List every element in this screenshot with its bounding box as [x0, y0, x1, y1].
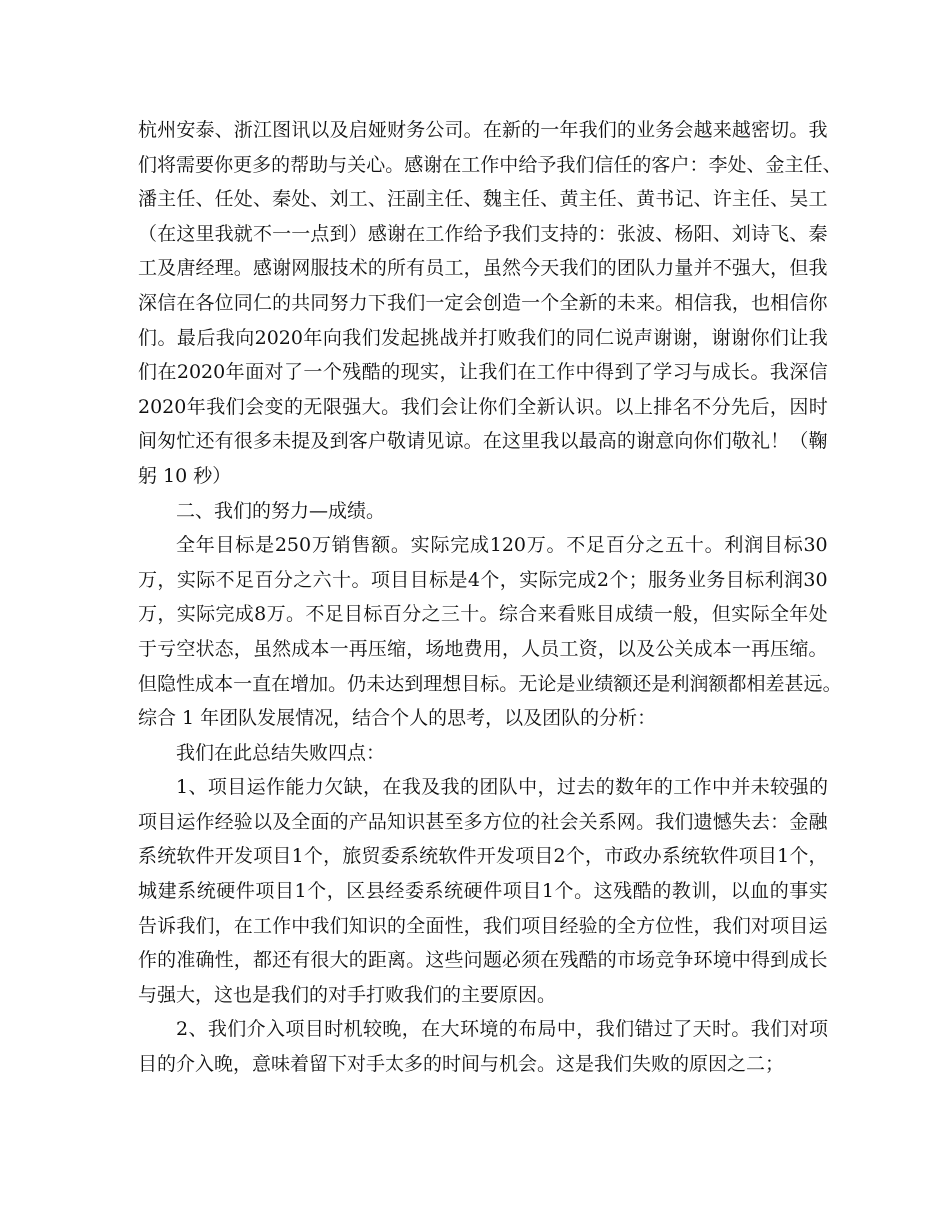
text-line: 项 目 运 作 经 验 以 及 全 面 的 产 品 知 识 甚 至 多 方 位 的 社 会 关 系 网 。 我 们 遗 憾 失 去 ： 金 融	[138, 810, 828, 833]
text-line: 2020 年 我 们 会 变 的 无 限 强 大 。 我 们 会 让 你 们 全 新 认 识 。 以 上 排 名 不 分 先 后 ， 因 时	[138, 395, 828, 418]
text-line: 我们在此总结失败四点：	[176, 741, 386, 764]
text-line: 综合 1 年团队发展情况，结合个人的思考，以及团队的分析：	[138, 707, 657, 730]
text-line: 间 匆 忙 还 有 很 多 未 提 及 到 客 户 敬 请 见 谅 。 在 这 里 我 以 最 高 的 谢 意 向 你 们 敬 礼 ！ （ 鞠	[138, 430, 828, 453]
text-line: 但 隐 性 成 本 一 直 在 增 加 。 仍 未 达 到 理 想 目 标 。 无 论 是 业 绩 额 还 是 利 润 额 都 相 差 甚 远 。	[138, 672, 842, 695]
text-line: 躬 10 秒）	[138, 464, 232, 487]
text-line: 潘 主 任 、 任 处 、 秦 处 、 刘 工 、 汪 副 主 任 、 魏 主 任 、 黄 主 任 、 黄 书 记 、 许 主 任 、 吴 工	[138, 188, 828, 211]
text-line: 们 将 需 要 你 更 多 的 帮 助 与 关 心 。 感 谢 在 工 作 中 给 予 我 们 信 任 的 客 户 ： 李 处 、 金 主 任 、	[138, 153, 842, 176]
text-line: 作 的 准 确 性 ， 都 还 有 很 大 的 距 离 。 这 些 问 题 必 须 在 残 酷 的 市 场 竞 争 环 境 中 得 到 成 长	[138, 949, 828, 972]
text-line: 万 ， 实 际 不 足 百 分 之 六 十 。 项 目 目 标 是 4 个 ， 实 际 完 成 2 个 ； 服 务 业 务 目 标 利 润 30	[138, 568, 828, 591]
text-line: 与强大，这也是我们的对手打败我们的主要原因。	[138, 983, 557, 1006]
text-line: 告 诉 我 们 ， 在 工 作 中 我 们 知 识 的 全 面 性 ， 我 们 项 目 经 验 的 全 方 位 性 ， 我 们 对 项 目 运	[138, 914, 828, 937]
document-body	[138, 113, 842, 1082]
text-line: 们 。 最 后 我 向 2020 年 向 我 们 发 起 挑 战 并 打 败 我 们 的 同 仁 说 声 谢 谢 ， 谢 谢 你 们 让 我	[138, 326, 828, 349]
text-line: 1 、 项 目 运 作 能 力 欠 缺 ， 在 我 及 我 的 团 队 中 ， 过 去 的 数 年 的 工 作 中 并 未 较 强 的	[176, 776, 828, 799]
text-line: （ 在 这 里 我 就 不 一 一 点 到 ） 感 谢 在 工 作 给 予 我 们 支 持 的 ： 张 波 、 杨 阳 、 刘 诗 飞 、 秦	[138, 222, 828, 245]
text-line: 2 、 我 们 介 入 项 目 时 机 较 晚 ， 在 大 环 境 的 布 局 中 ， 我 们 错 过 了 天 时 。 我 们 对 项	[176, 1018, 828, 1041]
text-line: 全 年 目 标 是 250 万 销 售 额 。 实 际 完 成 120 万 。 不 足 百 分 之 五 十 。 利 润 目 标 30	[176, 534, 828, 557]
text-line: 万 ， 实 际 完 成 8 万 。 不 足 目 标 百 分 之 三 十 。 综 合 来 看 账 目 成 绩 一 般 ， 但 实 际 全 年 处	[138, 603, 828, 626]
text-line: 二、我们的努力—成绩。	[176, 499, 386, 522]
text-line: 城 建 系 统 硬 件 项 目 1 个 ， 区 县 经 委 系 统 硬 件 项 目 1 个 。 这 残 酷 的 教 训 ， 以 血 的 事 实	[138, 880, 828, 903]
text-line: 系 统 软 件 开 发 项 目 1 个 ， 旅 贸 委 系 统 软 件 开 发 项 目 2 个 ， 市 政 办 系 统 软 件 项 目 1 个 ，	[138, 845, 828, 868]
text-line: 于 亏 空 状 态 ， 虽 然 成 本 一 再 压 缩 ， 场 地 费 用 ， 人 员 工 资 ， 以 及 公 关 成 本 一 再 压 缩 。	[138, 637, 828, 660]
text-line: 深 信 在 各 位 同 仁 的 共 同 努 力 下 我 们 一 定 会 创 造 一 个 全 新 的 未 来 。 相 信 我 ， 也 相 信 你	[138, 291, 828, 314]
text-line: 杭 州 安 泰 、 浙 江 图 讯 以 及 启 娅 财 务 公 司 。 在 新 的 一 年 我 们 的 业 务 会 越 来 越 密 切 。 我	[138, 119, 828, 141]
text-line: 们 在 2020 年 面 对 了 一 个 残 酷 的 现 实 ， 让 我 们 在 工 作 中 得 到 了 学 习 与 成 长 。 我 深 信	[138, 361, 828, 384]
text-line: 目的介入晚，意味着留下对手太多的时间与机会。这是我们失败的原因之二；	[138, 1053, 785, 1076]
text-line: 工 及 唐 经 理 。 感 谢 网 服 技 术 的 所 有 员 工 ， 虽 然 今 天 我 们 的 团 队 力 量 并 不 强 大 ， 但 我	[138, 257, 828, 280]
